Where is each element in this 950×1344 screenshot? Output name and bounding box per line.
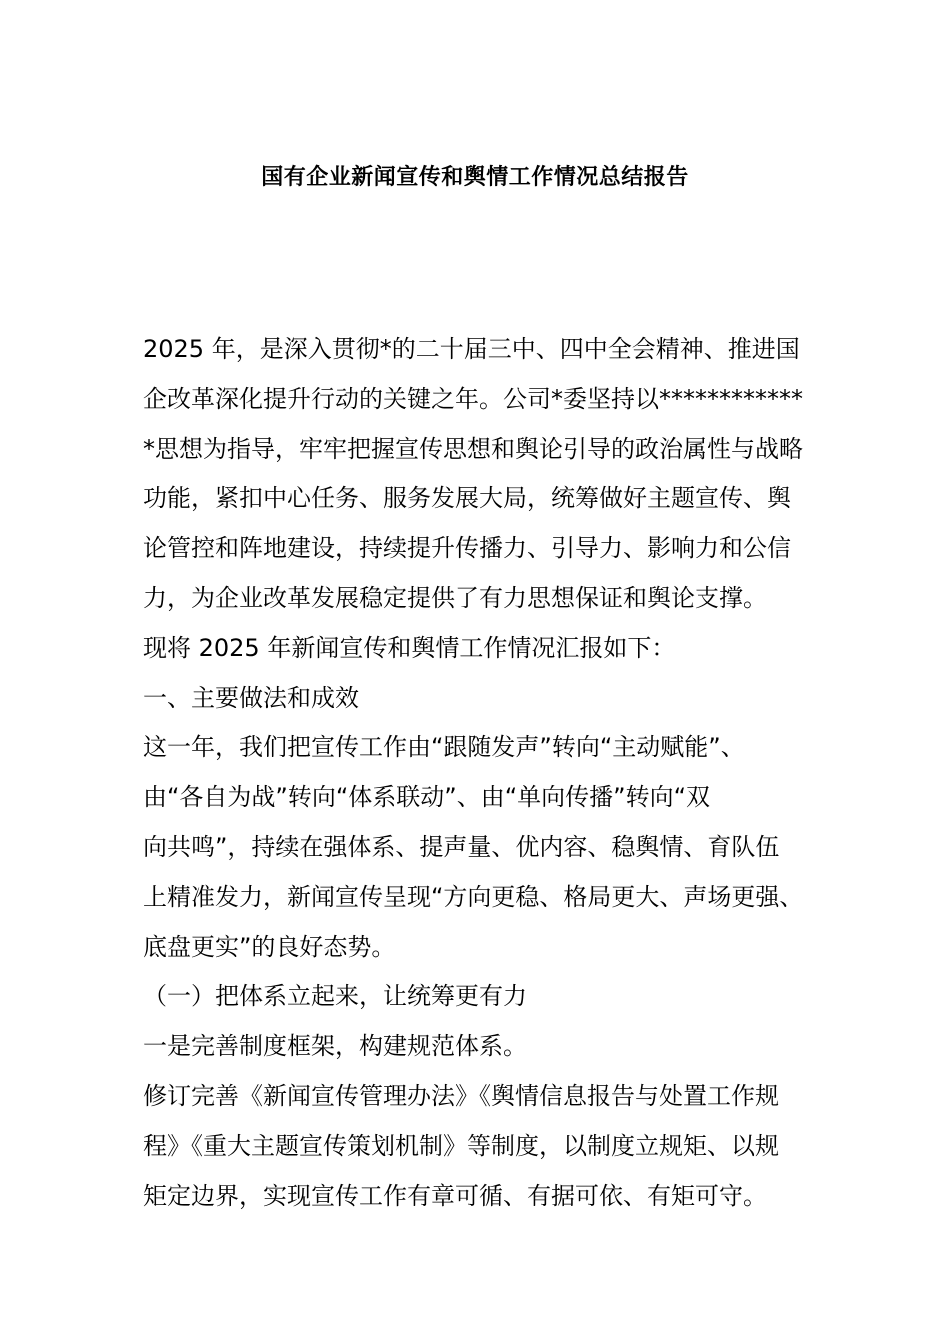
- body-line: 程》《重大主题宣传策划机制》等制度，以制度立规矩、以规: [143, 1131, 779, 1160]
- subsection-heading: （一）把体系立起来，让统筹更有力: [143, 982, 527, 1011]
- document-body: [143, 325, 833, 1221]
- body-line: 一是完善制度框架，构建规范体系。: [143, 1032, 527, 1061]
- body-line: 矩定边界，实现宣传工作有章可循、有据可依、有矩可守。: [143, 1181, 767, 1210]
- body-line: 底盘更实”的良好态势。: [143, 932, 396, 961]
- body-line: 企改革深化提升行动的关键之年。公司*委坚持以************: [143, 384, 803, 413]
- body-line: 力，为企业改革发展稳定提供了有力思想保证和舆论支撑。: [143, 583, 767, 612]
- body-line: 现将 2025 年新闻宣传和舆情工作情况汇报如下：: [143, 633, 676, 662]
- body-line: 论管控和阵地建设，持续提升传播力、引导力、影响力和公信: [143, 534, 791, 563]
- body-line: 这一年，我们把宣传工作由“跟随发声”转向“主动赋能”、: [143, 733, 745, 762]
- document-title: 国有企业新闻宣传和舆情工作情况总结报告: [261, 165, 689, 190]
- body-line: 由“各自为战”转向“体系联动”、由“单向传播”转向“双: [143, 783, 711, 812]
- body-line: 2025 年，是深入贯彻*的二十届三中、四中全会精神、推进国: [143, 335, 800, 363]
- body-line: 向共鸣”，持续在强体系、提声量、优内容、稳舆情、育队伍: [143, 832, 780, 861]
- section-heading: 一、主要做法和成效: [143, 683, 359, 712]
- body-line: 修订完善《新闻宣传管理办法》《舆情信息报告与处置工作规: [143, 1081, 779, 1110]
- body-line: 上精准发力，新闻宣传呈现“方向更稳、格局更大、声场更强、: [143, 882, 804, 911]
- body-line: 功能，紧扣中心任务、服务发展大局，统筹做好主题宣传、舆: [143, 484, 791, 513]
- body-line: *思想为指导，牢牢把握宣传思想和舆论引导的政治属性与战略: [143, 434, 803, 463]
